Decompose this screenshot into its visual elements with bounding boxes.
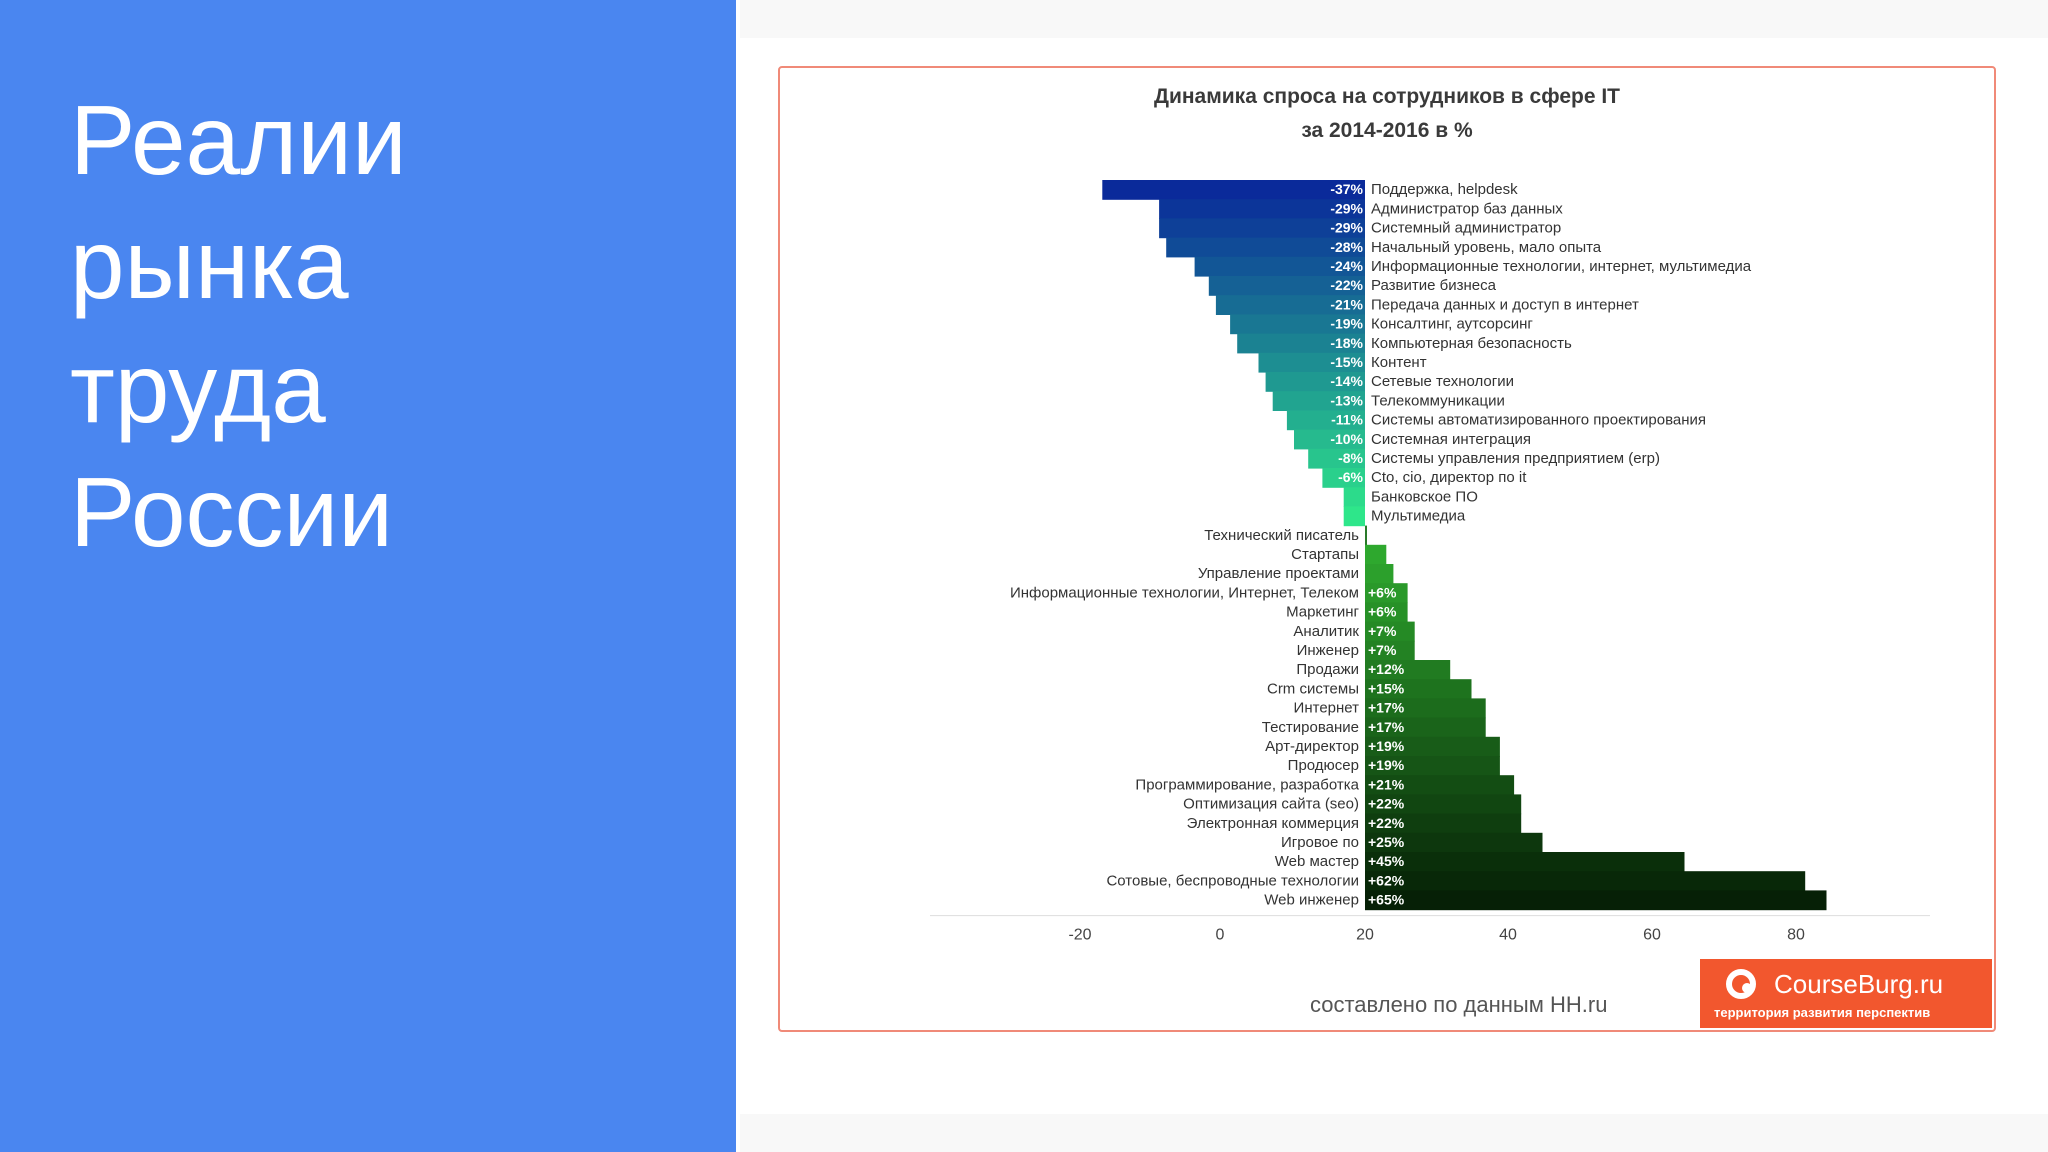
- value-label-36: +62%: [1368, 872, 1405, 889]
- category-label-10: Сетевые технологии: [1371, 373, 1514, 391]
- value-label-1: -29%: [1330, 200, 1363, 217]
- category-label-15: Cto, cio, директор по it: [1371, 469, 1527, 487]
- category-label-12: Системы автоматизированного проектирования: [1371, 411, 1707, 429]
- value-label-8: -18%: [1330, 334, 1363, 351]
- category-label-25: Продажи: [1296, 661, 1359, 679]
- category-label-6: Передача данных и доступ в интернет: [1371, 296, 1639, 314]
- category-label-9: Контент: [1371, 354, 1427, 371]
- logo-mark-icon: [1726, 969, 1756, 999]
- bar-35: [1365, 852, 1685, 872]
- category-label-23: Аналитик: [1293, 622, 1359, 640]
- x-axis: [930, 916, 1930, 944]
- slide-title-line-3: труда: [70, 333, 326, 443]
- x-tick-3: 40: [1499, 926, 1517, 944]
- category-label-29: Арт-директор: [1265, 738, 1359, 755]
- value-label-14: -8%: [1338, 450, 1363, 466]
- value-label-2: -29%: [1330, 219, 1363, 236]
- value-label-32: +22%: [1368, 795, 1405, 812]
- category-label-24: Инженер: [1296, 642, 1359, 659]
- value-label-3: -28%: [1330, 238, 1363, 255]
- bar-20: [1365, 564, 1393, 584]
- category-label-26: Crm системы: [1266, 680, 1359, 698]
- value-label-37: +65%: [1368, 891, 1405, 908]
- category-label-19: Стартапы: [1291, 546, 1359, 563]
- chart-title-line-1: Динамика спроса на сотрудников в сфере IT: [1154, 85, 1620, 108]
- bar-18: [1365, 526, 1367, 546]
- category-label-20: Управление проектами: [1197, 565, 1359, 583]
- category-label-33: Электронная коммерция: [1186, 814, 1359, 832]
- value-label-28: +17%: [1368, 718, 1405, 735]
- value-label-12: -11%: [1331, 411, 1363, 428]
- value-label-30: +19%: [1368, 757, 1405, 774]
- x-tick-0: -20: [1068, 926, 1092, 944]
- value-label-27: +17%: [1368, 699, 1405, 716]
- x-tick-1: 0: [1215, 926, 1225, 944]
- x-tick-5: 80: [1787, 926, 1805, 944]
- category-label-36: Сотовые, беспроводные технологии: [1106, 872, 1359, 890]
- logo-tagline: территория развития перспектив: [1714, 1005, 1931, 1020]
- category-label-17: Мультимедиа: [1371, 507, 1466, 525]
- value-label-31: +21%: [1368, 776, 1405, 793]
- x-tick-2: 20: [1356, 926, 1374, 944]
- value-label-10: -14%: [1330, 373, 1363, 390]
- value-label-5: -22%: [1330, 277, 1363, 294]
- value-label-0: -37%: [1330, 181, 1363, 198]
- courseburg-logo[interactable]: [1700, 959, 1992, 1028]
- bars-layer: [1010, 180, 1827, 910]
- category-label-31: Программирование, разработка: [1135, 776, 1359, 794]
- category-label-37: Web инженер: [1264, 891, 1359, 909]
- category-label-30: Продюсер: [1287, 757, 1359, 775]
- bar-chart: [780, 68, 1994, 1030]
- value-label-13: -10%: [1330, 430, 1363, 447]
- bar-37: [1365, 890, 1827, 910]
- title-panel: [0, 0, 736, 1152]
- logo-name: CourseBurg.ru: [1774, 969, 1944, 999]
- category-label-4: Информационные технологии, интернет, мультимедиа: [1371, 258, 1752, 275]
- bar-17: [1344, 506, 1365, 526]
- value-label-9: -15%: [1330, 354, 1363, 370]
- value-label-22: +6%: [1368, 603, 1397, 620]
- bar-0: [1102, 180, 1365, 200]
- bottom-strip: [740, 1114, 2048, 1152]
- value-label-6: -21%: [1330, 296, 1363, 313]
- value-label-15: -6%: [1338, 469, 1363, 486]
- category-label-35: Web мастер: [1274, 853, 1359, 871]
- category-label-1: Администратор баз данных: [1371, 200, 1563, 218]
- category-label-8: Компьютерная безопасность: [1371, 334, 1572, 352]
- value-label-29: +19%: [1368, 738, 1405, 754]
- category-label-3: Начальный уровень, мало опыта: [1371, 238, 1602, 256]
- category-label-16: Банковское ПО: [1371, 488, 1478, 506]
- category-label-18: Технический писатель: [1204, 526, 1359, 544]
- value-label-26: +15%: [1368, 680, 1405, 697]
- value-label-33: +22%: [1368, 814, 1405, 831]
- slide-title-line-2: рынка: [70, 209, 349, 319]
- value-label-34: +25%: [1368, 834, 1405, 850]
- category-label-27: Интернет: [1293, 699, 1359, 717]
- category-label-28: Тестирование: [1261, 718, 1359, 736]
- value-label-21: +6%: [1368, 584, 1397, 601]
- chart-title-line-2: за 2014-2016 в %: [1301, 119, 1473, 142]
- category-label-5: Развитие бизнеса: [1371, 277, 1496, 295]
- value-label-11: -13%: [1330, 392, 1363, 409]
- category-label-13: Системная интеграция: [1371, 430, 1531, 448]
- value-label-4: -24%: [1330, 258, 1363, 274]
- category-label-21: Информационные технологии, Интернет, Телеком: [1009, 584, 1359, 602]
- slide-title-line-1: Реалии: [70, 85, 407, 195]
- category-label-34: Игровое по: [1280, 834, 1359, 851]
- value-label-7: -19%: [1330, 315, 1363, 332]
- value-label-25: +12%: [1368, 661, 1405, 678]
- category-label-7: Консалтинг, аутсорсинг: [1371, 315, 1533, 333]
- category-label-22: Маркетинг: [1286, 603, 1359, 621]
- category-label-14: Системы управления предприятием (erp): [1371, 450, 1660, 467]
- slide-title-line-4: России: [70, 457, 394, 567]
- bar-19: [1365, 545, 1386, 565]
- value-label-35: +45%: [1368, 853, 1405, 870]
- chart-frame: [778, 66, 1996, 1032]
- top-strip: [740, 0, 2048, 38]
- category-label-32: Оптимизация сайта (seo): [1183, 795, 1359, 813]
- x-tick-4: 60: [1643, 926, 1661, 944]
- slide-title: [70, 78, 407, 574]
- category-label-11: Телекоммуникации: [1371, 392, 1505, 410]
- category-label-0: Поддержка, helpdesk: [1371, 181, 1518, 199]
- source-note: составлено по данным HH.ru: [1310, 992, 1608, 1017]
- bar-36: [1365, 871, 1805, 891]
- category-label-2: Системный администратор: [1371, 219, 1562, 237]
- value-label-24: +7%: [1368, 642, 1397, 658]
- value-label-23: +7%: [1368, 622, 1397, 639]
- bar-16: [1344, 487, 1365, 507]
